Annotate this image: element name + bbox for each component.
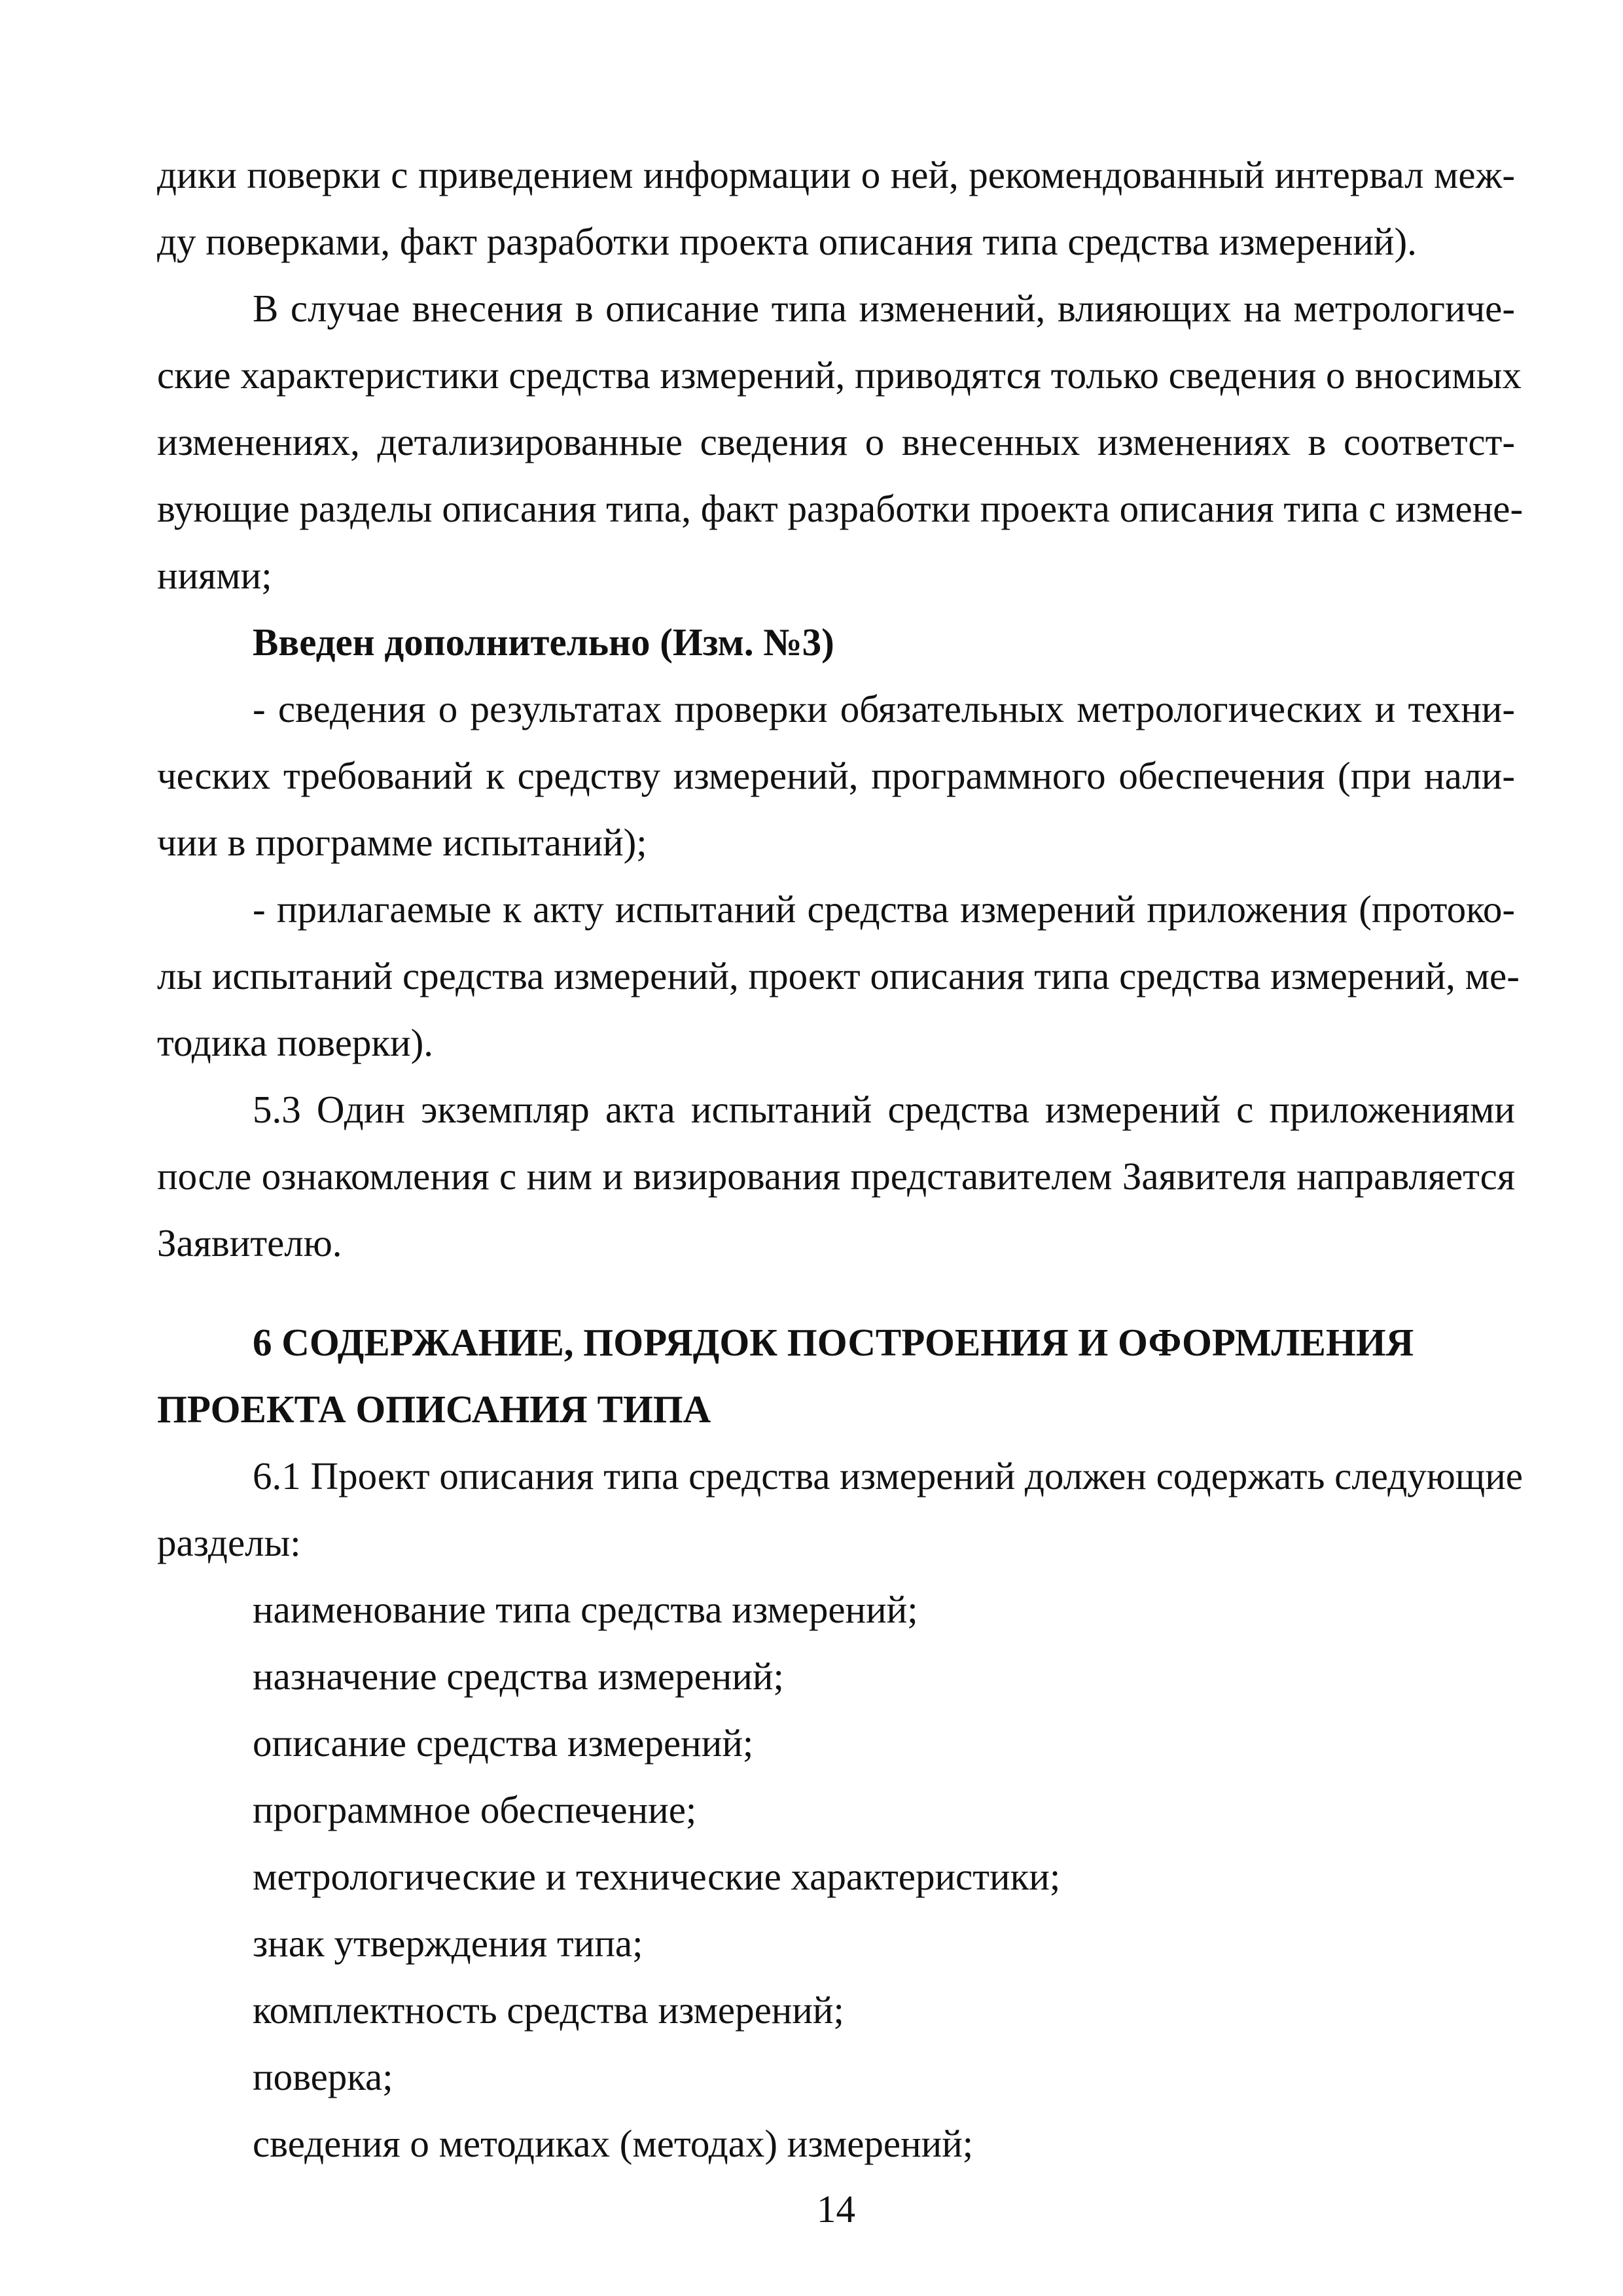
list-item: сведения о методиках (методах) измерений; (253, 2122, 974, 2165)
body-text-line: В случае внесения в описание типа изменений, влияющих на метрологиче- (253, 287, 1515, 330)
list-item: комплектность средства измерений; (253, 1988, 844, 2032)
body-text-line: тодика поверки). (157, 1021, 434, 1064)
document-page (157, 0, 1524, 2296)
body-text-line: 6.1 Проект описания типа средства измерений должен содержать следующие (253, 1454, 1523, 1498)
body-text-line: ду поверками, факт разработки проекта описания типа средства измерений). (157, 220, 1417, 263)
body-text-line: ские характеристики средства измерений, приводятся только сведения о вносимых (157, 353, 1522, 397)
amendment-note: Введен дополнительно (Изм. №3) (253, 620, 834, 664)
list-item: описание средства измерений; (253, 1721, 754, 1765)
body-text-line: вующие разделы описания типа, факт разработки проекта описания типа с измене- (157, 487, 1524, 530)
body-text-line: - сведения о результатах проверки обязательных метрологических и техни- (253, 687, 1515, 730)
list-item: наименование типа средства измерений; (253, 1588, 918, 1631)
body-text-line: - прилагаемые к акту испытаний средства измерений приложения (протоко- (253, 888, 1515, 931)
list-item: поверка; (253, 2055, 393, 2098)
body-text-line: ниями; (157, 554, 272, 597)
page-number: 14 (817, 2187, 855, 2231)
section-heading: 6 СОДЕРЖАНИЕ, ПОРЯДОК ПОСТРОЕНИЯ И ОФОРМЛЕНИЯ (253, 1321, 1414, 1364)
body-text-line: после ознакомления с ним и визирования представителем Заявителя направляется (157, 1155, 1515, 1198)
body-text-line: лы испытаний средства измерений, проект описания типа средства измерений, ме- (157, 954, 1520, 997)
body-text-line: изменениях, детализированные сведения о внесенных изменениях в соответст- (157, 420, 1515, 463)
body-text-line: Заявителю. (157, 1221, 342, 1265)
section-heading: ПРОЕКТА ОПИСАНИЯ ТИПА (157, 1388, 711, 1431)
body-text-line: 5.3 Один экземпляр акта испытаний средства измерений с приложениями (253, 1088, 1515, 1131)
list-item: знак утверждения типа; (253, 1922, 643, 1965)
body-text-line: дики поверки с приведением информации о ней, рекомендованный интервал меж- (157, 153, 1515, 196)
body-text-line: разделы: (157, 1521, 301, 1564)
list-item: метрологические и технические характеристики; (253, 1855, 1061, 1898)
list-item: назначение средства измерений; (253, 1655, 784, 1698)
body-text-line: ческих требований к средству измерений, программного обеспечения (при нали- (157, 754, 1515, 797)
list-item: программное обеспечение; (253, 1788, 697, 1831)
body-text-line: чии в программе испытаний); (157, 821, 647, 864)
